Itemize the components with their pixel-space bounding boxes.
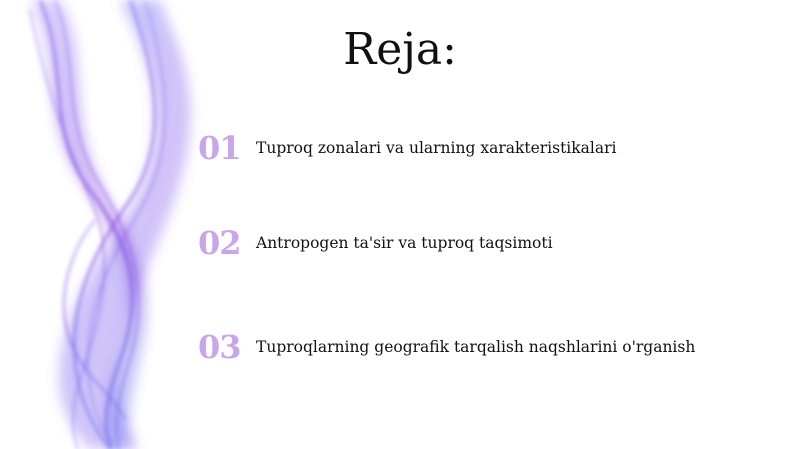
agenda-text-1: Tuproq zonalari va ularning xarakteristikalari (256, 139, 617, 157)
agenda-number-3: 03 (198, 328, 241, 366)
agenda-text-2: Antropogen ta'sir va tuproq taqsimoti (256, 234, 553, 252)
agenda-number-1: 01 (198, 129, 241, 167)
agenda-item-2 (198, 223, 553, 263)
agenda-item-1 (198, 128, 616, 168)
slide-title: Reja: (343, 24, 457, 75)
agenda-item-3 (198, 327, 695, 367)
agenda-number-2: 02 (198, 224, 241, 262)
agenda-text-3: Tuproqlarning geografik tarqalish naqshlarini o'rganish (256, 338, 696, 356)
smoke-wave-decoration (0, 0, 220, 449)
